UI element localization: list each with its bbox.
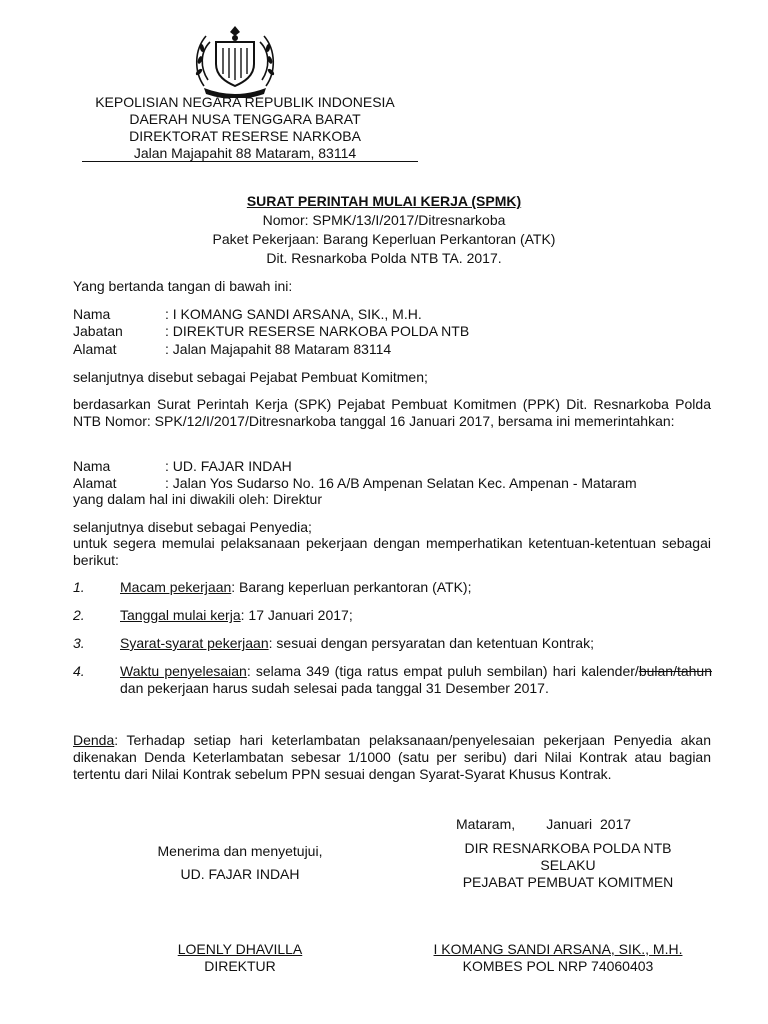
penalty-text: : Terhadap setiap hari keterlambatan pelaksanaan/penyelesaian pekerjaan Penyedia akan dikenakan Denda Keterlambatan sebesar 1/1000 (satu per seribu) dari Nilai Kontrak atau bagian tertentu dari Nilai Kontrak sebelum PPN sesuai dengan Syarat-Syarat Khusus Kontrak.: [73, 732, 711, 782]
right-position-line3: PEJABAT PEMBUAT KOMITMEN: [462, 874, 674, 890]
item-text: : Barang keperluan perkantoran (ATK);: [231, 579, 472, 595]
item-label: Tanggal mulai kerja: [120, 607, 241, 623]
letterhead-line2: DAERAH NUSA TENGGARA BARAT: [129, 111, 361, 127]
official-position-label: Jabatan: [73, 323, 123, 339]
official-address-value: : Jalan Majapahit 88 Mataram 83114: [165, 341, 392, 357]
list-item: [120, 663, 712, 697]
provider-represented: yang dalam hal ini diwakili oleh: Direktur: [73, 491, 323, 507]
item-label: Macam pekerjaan: [120, 579, 232, 595]
official-name-label: Nama: [73, 306, 111, 322]
item-text: : sesuai dengan persyaratan dan ketentuan Kontrak;: [268, 635, 594, 651]
left-signatory-title: DIREKTUR: [204, 958, 276, 974]
item-text-a: : selama 349 (tiga ratus empat puluh sembilan) hari kalender/: [246, 663, 639, 679]
penalty-label: Denda: [73, 732, 115, 748]
left-accept-label: Menerima dan menyetujui,: [157, 843, 323, 859]
struck-text: bulan/tahun: [638, 663, 712, 679]
list-item: [120, 579, 712, 596]
left-company: UD. FAJAR INDAH: [180, 866, 300, 882]
document-number: Nomor: SPMK/13/I/2017/Ditresnarkoba: [262, 212, 506, 228]
provider-name-value: : UD. FAJAR INDAH: [165, 458, 292, 474]
letterhead: [60, 94, 430, 162]
item-text-b: dan pekerjaan harus sudah selesai pada tanggal 31 Desember 2017.: [120, 680, 549, 696]
place-date: Mataram, Januari 2017: [456, 816, 632, 832]
item-number: 2.: [73, 607, 85, 623]
item-text: : 17 Januari 2017;: [240, 607, 353, 623]
item-label: Syarat-syarat pekerjaan: [120, 635, 269, 651]
item-label: Waktu penyelesaian: [120, 663, 247, 679]
right-position-line2: SELAKU: [540, 857, 596, 873]
right-position-line1: DIR RESNARKOBA POLDA NTB: [464, 840, 672, 856]
official-address-label: Alamat: [73, 341, 117, 357]
letterhead-line1: KEPOLISIAN NEGARA REPUBLIK INDONESIA: [95, 94, 395, 110]
right-signatory-name: I KOMANG SANDI ARSANA, SIK., M.H.: [433, 941, 683, 957]
list-item: [120, 635, 712, 652]
fiscal-year: Dit. Resnarkoba Polda NTB TA. 2017.: [266, 250, 502, 266]
provider-address-value: : Jalan Yos Sudarso No. 16 A/B Ampenan Selatan Kec. Ampenan - Mataram: [165, 475, 637, 491]
item-number: 3.: [73, 635, 85, 651]
document-heading: [0, 192, 768, 268]
police-emblem-logo: [190, 20, 280, 98]
letterhead-divider: [82, 161, 418, 162]
letterhead-line3: DIREKTORAT RESERSE NARKOBA: [129, 128, 361, 144]
item-number: 1.: [73, 579, 85, 595]
official-position-value: : DIREKTUR RESERSE NARKOBA POLDA NTB: [165, 323, 470, 339]
item-number: 4.: [73, 663, 85, 679]
intro-text: Yang bertanda tangan di bawah ini:: [73, 278, 293, 294]
official-name-value: : I KOMANG SANDI ARSANA, SIK., M.H.: [165, 306, 422, 322]
provider-name-label: Nama: [73, 458, 111, 474]
basis-paragraph: berdasarkan Surat Perintah Kerja (SPK) Pejabat Pembuat Komitmen (PPK) Dit. Resnarkoba Polda NTB Nomor: SPK/12/I/2017/Ditresnarkoba tanggal 16 Januari 2017, bersama ini memerintahkan:: [73, 396, 711, 429]
instruction-paragraph: untuk segera memulai pelaksanaan pekerjaan dengan memperhatikan ketentuan-ketentuan sebagai berikut:: [73, 535, 711, 568]
provider-note: selanjutnya disebut sebagai Penyedia;: [73, 519, 312, 535]
penalty-paragraph: [73, 732, 711, 783]
letterhead-line4: Jalan Majapahit 88 Mataram, 83114: [133, 145, 357, 161]
document-title: SURAT PERINTAH MULAI KERJA (SPMK): [246, 193, 522, 209]
work-package: Paket Pekerjaan: Barang Keperluan Perkantoran (ATK): [212, 231, 556, 247]
left-signatory-name: LOENLY DHAVILLA: [177, 941, 303, 957]
ppk-note: selanjutnya disebut sebagai Pejabat Pembuat Komitmen;: [73, 369, 428, 385]
provider-address-label: Alamat: [73, 475, 117, 491]
right-signatory-rank: KOMBES POL NRP 74060403: [462, 958, 654, 974]
list-item: [120, 607, 712, 624]
